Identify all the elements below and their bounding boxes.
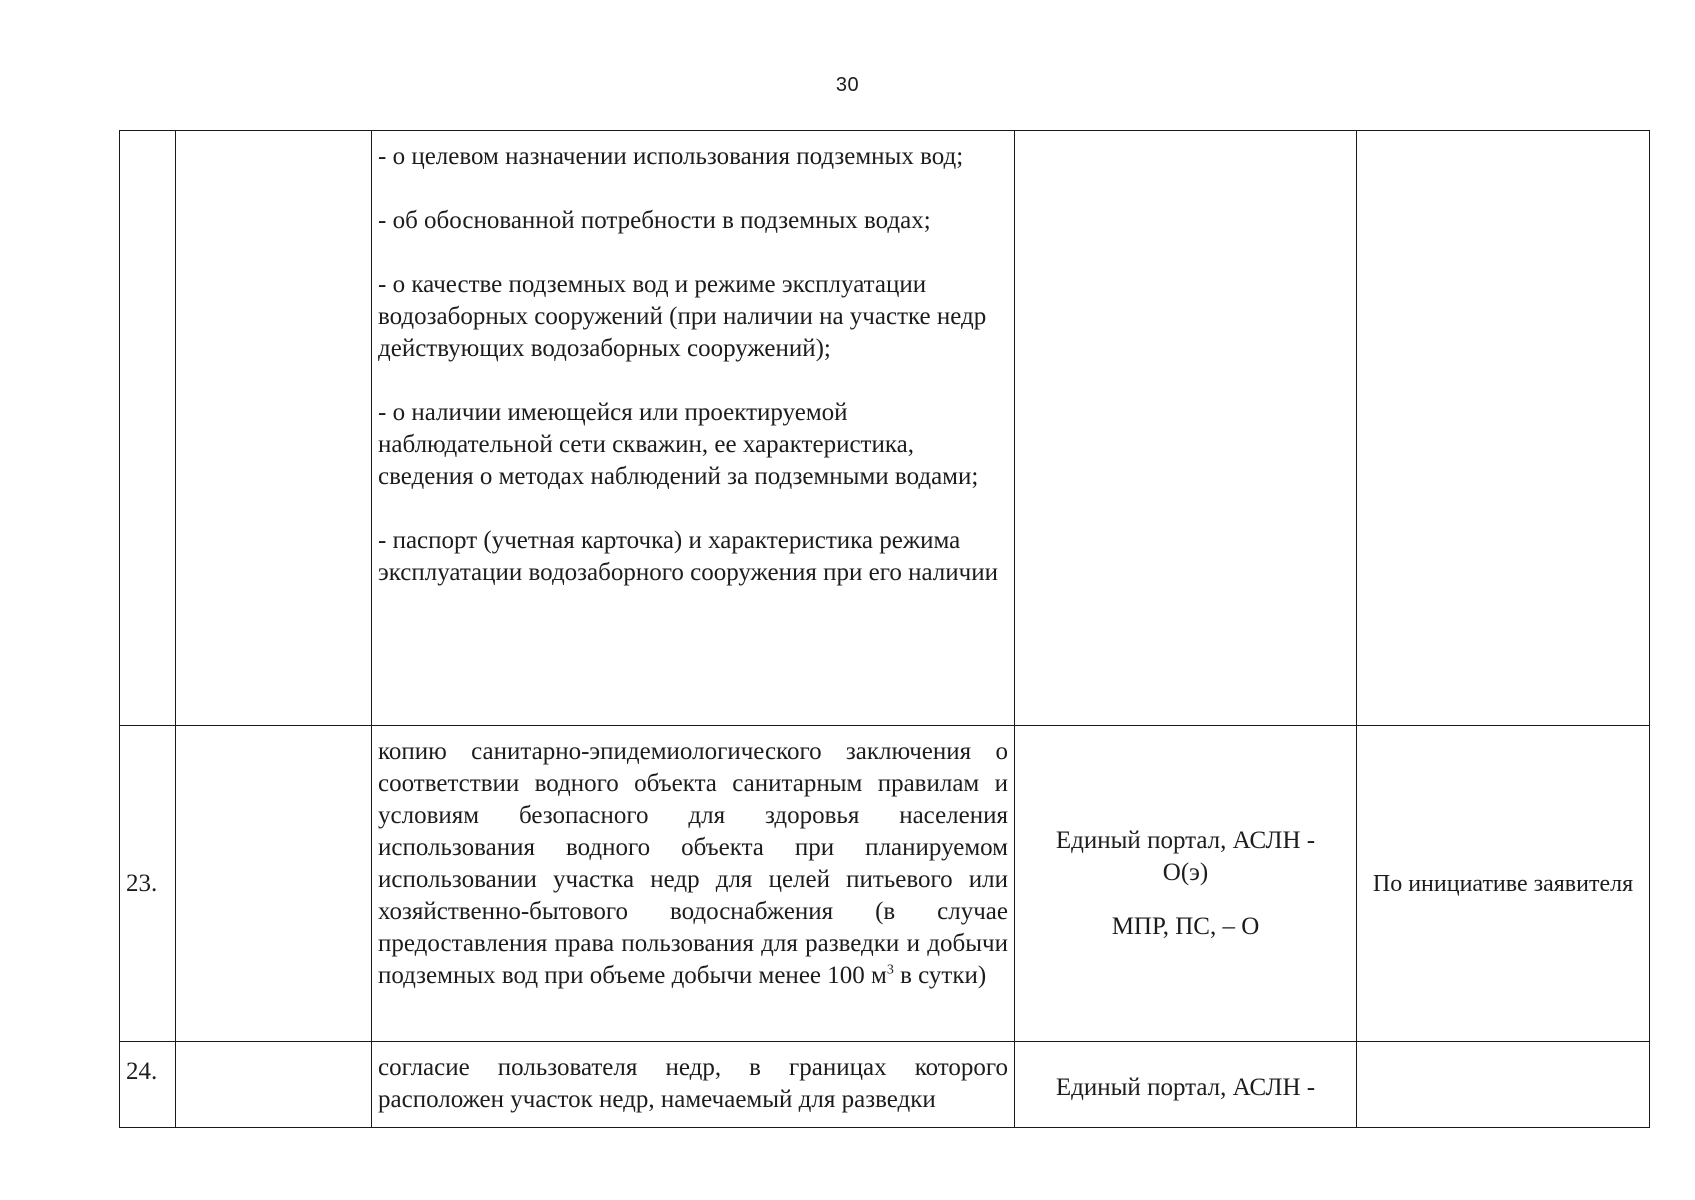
- requirements-table: [119, 130, 1650, 1128]
- source-cell: [1015, 726, 1357, 1042]
- document-text-end: в сутки): [893, 962, 987, 989]
- row-number: 24.: [120, 1042, 176, 1128]
- document-cell: согласие пользователя недр, в границах которого расположен участок недр, намечаемый для разведки: [372, 1042, 1015, 1128]
- number-cell: [120, 131, 176, 726]
- source-line-3: МПР, ПС, – О: [1111, 912, 1260, 940]
- name-cell: [176, 726, 372, 1042]
- condition-cell: [1357, 131, 1650, 726]
- document-text: копию санитарно-эпидемиологического заключения о соответствии водного объекта санитарным правилам и условиям безопасного для здоровья населения использования водного объекта при планируемом использовании участка недр для целей питьевого или хозяйственно-бытового водоснабжения (в случае предоставления права пользования для разведки и добычи подземных вод при объеме добычи менее 100 м: [378, 738, 1008, 989]
- document-cell: [372, 726, 1015, 1042]
- source-line-2: О(э): [1162, 858, 1209, 886]
- table-row-23: [120, 726, 1650, 1042]
- list-item: - о наличии имеющейся или проектируемой наблюдательной сети скважин, ее характеристика, сведения о методах наблюдений за подземными водами;: [378, 399, 979, 490]
- source-cell: [1015, 131, 1357, 726]
- document-cell: [372, 131, 1015, 726]
- source-cell: Единый портал, АСЛН -: [1015, 1042, 1357, 1128]
- list-item: - о целевом назначении использования подземных вод;: [378, 143, 964, 170]
- list-item: - об обоснованной потребности в подземных водах;: [378, 207, 931, 234]
- list-item: - паспорт (учетная карточка) и характеристика режима эксплуатации водозаборного сооружения при его наличии: [378, 527, 998, 586]
- table-row-24: [120, 1042, 1650, 1128]
- row-number: 23.: [120, 726, 176, 1042]
- table-row-continuation: [120, 131, 1650, 726]
- source-line-1: Единый портал, АСЛН -: [1055, 826, 1316, 854]
- unit-superscript: 3: [886, 962, 894, 978]
- page-number: 30: [835, 74, 860, 96]
- condition-cell: По инициативе заявителя: [1357, 726, 1650, 1042]
- list-item: - о качестве подземных вод и режиме эксплуатации водозаборных сооружений (при наличии на участке недр действующих водозаборных сооружений);: [378, 271, 987, 362]
- condition-cell: [1357, 1042, 1650, 1128]
- name-cell: [176, 131, 372, 726]
- name-cell: [176, 1042, 372, 1128]
